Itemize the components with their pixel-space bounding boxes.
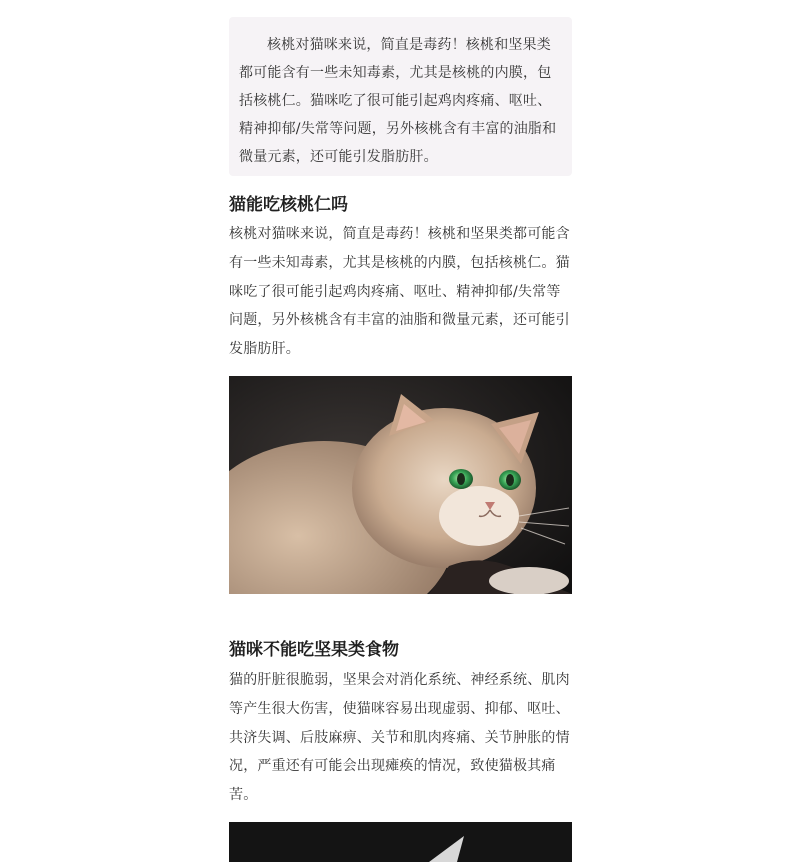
second-photo-illustration <box>229 822 572 862</box>
cat-illustration <box>229 376 572 594</box>
section-heading-walnut: 猫能吃核桃仁吗 <box>229 195 348 215</box>
section-body-nuts: 猫的肝脏很脆弱，坚果会对消化系统、神经系统、肌肉等产生很大伤害，使猫咪容易出现虚弱、抑郁、呕吐、共济失调、后肢麻痹、关节和肌肉疼痛、关节肿胀的情况，严重还有可能会出现瘫痪的情况，致使猫极其痛苦。 <box>229 672 570 804</box>
section-heading-nuts: 猫咪不能吃坚果类食物 <box>229 640 399 660</box>
section-body-walnut: 核桃对猫咪来说，简直是毒药！核桃和坚果类都可能含有一些未知毒素，尤其是核桃的内膜，包括核桃仁。猫咪吃了很可能引起鸡肉疼痛、呕吐、精神抑郁/失常等问题，另外核桃含有丰富的油脂和微量元素，还可能引发脂肪肝。 <box>229 226 570 358</box>
second-photo <box>229 822 572 862</box>
cat-photo <box>229 376 572 594</box>
quote-text: 核桃对猫咪来说，简直是毒药！核桃和坚果类都可能含有一些未知毒素，尤其是核桃的内膜，包括核桃仁。猫咪吃了很可能引起鸡肉疼痛、呕吐、精神抑郁/失常等问题，另外核桃含有丰富的油脂和微量元素，还可能引发脂肪肝。 <box>239 37 557 165</box>
quote-box <box>229 17 572 176</box>
